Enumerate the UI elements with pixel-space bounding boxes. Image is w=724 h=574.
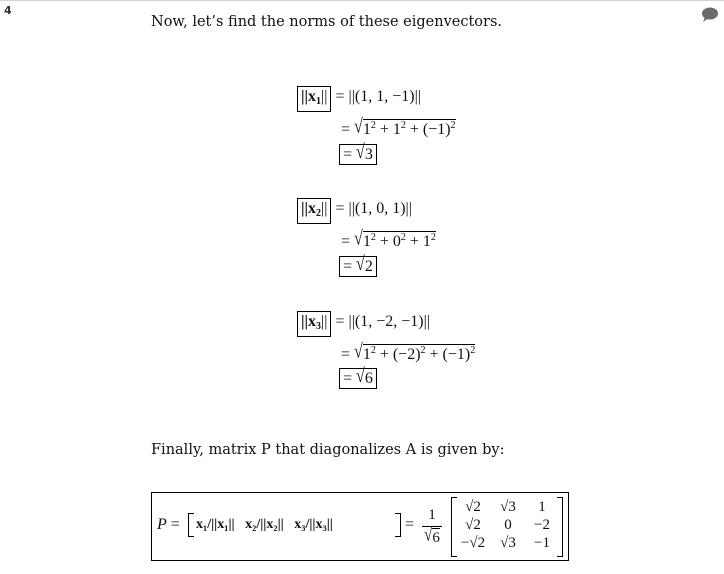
norm-x3-row-2: = $√1^2 + (-2)^2 + (-1)^2$ xyxy=(341,341,476,363)
column-1: x₁/||x₁|| xyxy=(196,517,235,532)
norm-x3-label-box: $||x_3||$ xyxy=(297,311,331,337)
matrix-cell: √2 xyxy=(465,499,481,515)
column-3: x₃/||x₃|| xyxy=(294,517,333,532)
equals-sign: = xyxy=(405,516,415,533)
norm-x1-row-2: = $√1^2 + 1^2 + (-1)^2$ xyxy=(341,116,456,138)
norm-x1-row-1: $||x_1|| = ||(1$, 1, −1)|| xyxy=(297,86,421,112)
matrix-cell: √3 xyxy=(500,499,516,515)
intro-text: Now, let’s find the norms of these eigenvectors. xyxy=(151,14,503,30)
matrix-lhs: P = xyxy=(157,516,180,533)
norm-x2-row-2: = $√1^2 + 0^2 + 1^2$ xyxy=(341,228,436,250)
norm-x3-row-1: $||x_3|| = ||(1$, −2, −1)|| xyxy=(297,311,430,337)
matrix-cell: √3 xyxy=(500,535,516,551)
matrix-cell: 1 xyxy=(538,499,546,515)
norm-x2-row-1: $||x_2|| = ||(1$, 0, 1)|| xyxy=(297,198,412,224)
comment-bubble-icon[interactable] xyxy=(701,7,719,27)
matrix-cell: −2 xyxy=(534,517,550,533)
matrix-columns xyxy=(196,515,333,535)
column-2: x₂/||x₂|| xyxy=(245,517,284,532)
norm-x3-vector: ||(1, −2, −1)|| xyxy=(348,313,430,330)
step-number: 4 xyxy=(4,4,12,17)
norm-x2-label-box: $||x_2||$ xyxy=(297,198,331,224)
matrix-cell: −√2 xyxy=(460,535,486,551)
norm-x3-result: = √6 xyxy=(339,368,377,389)
matrix-equation-box xyxy=(151,492,569,561)
norm-x1-label-box: $||x_1||$ xyxy=(297,86,331,112)
norm-x2-result: = √2 xyxy=(339,256,377,277)
top-divider xyxy=(0,0,724,1)
left-bracket xyxy=(188,513,194,537)
right-bracket xyxy=(395,513,401,537)
norm-x1-vector: ||(1, 1, −1)|| xyxy=(348,88,421,105)
norm-x1-result: = √3 xyxy=(339,144,377,165)
matrix-cell: −1 xyxy=(534,535,550,551)
matrix-cell: √2 xyxy=(465,517,481,533)
norm-x2-vector: ||(1, 0, 1)|| xyxy=(348,200,412,217)
conclusion-text: Finally, matrix P that diagonalizes A is given by: xyxy=(151,442,505,458)
coefficient-fraction: 1 √6 xyxy=(420,505,444,549)
matrix-cell: 0 xyxy=(504,517,512,533)
